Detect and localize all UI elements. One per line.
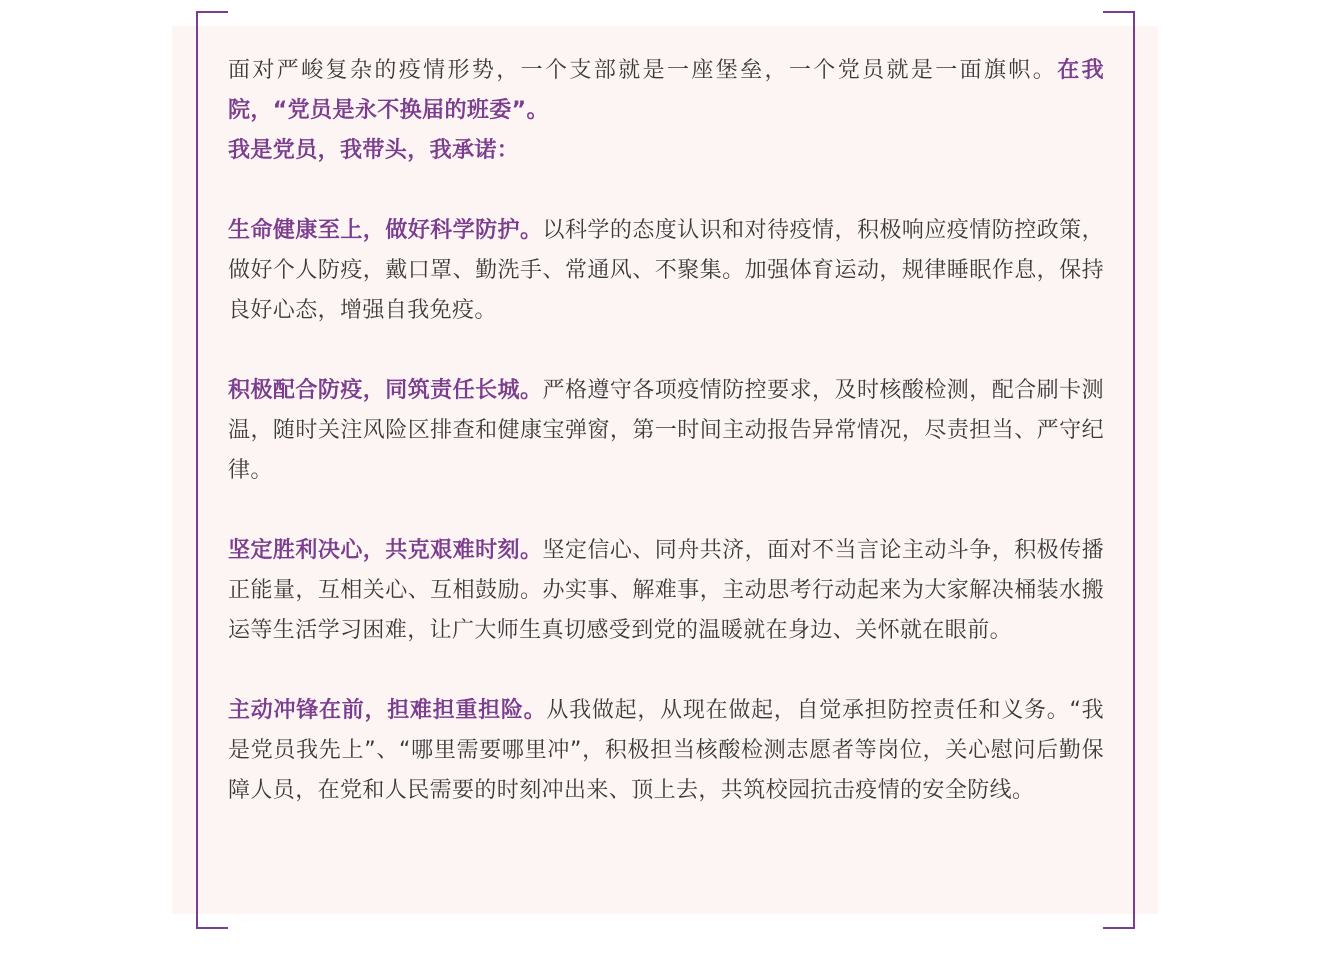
article-body: [228, 51, 1104, 811]
intro-text: 面对严峻复杂的疫情形势，一个支部就是一座堡垒，一个党员就是一面旗帜。: [228, 58, 1058, 83]
spacer: [228, 331, 1104, 371]
section-title: 积极配合防疫，同筑责任长城。: [228, 378, 543, 403]
spacer: [228, 651, 1104, 691]
section-body: 以科学的态度认识和对待疫情，积极响应疫情防控政策，做好个人防疫，戴口罩、勤洗手、常通风、不聚集。加强体育运动，规律睡眠作息，保持良好心态，增强自我免疫。: [228, 218, 1104, 323]
frame-top-left-horizontal: [196, 11, 228, 13]
section-paragraph: [228, 531, 1104, 651]
section-title: 生命健康至上，做好科学防护。: [228, 218, 543, 243]
frame-right-vertical: [1133, 11, 1135, 929]
section-body: 从我做起，从现在做起，自觉承担防控责任和义务。“我是党员我先上”、“哪里需要哪里冲”，积极担当核酸检测志愿者等岗位，关心慰问后勤保障人员，在党和人民需要的时刻冲出来、顶上去，共筑校园抗击疫情的安全防线。: [228, 698, 1104, 803]
section-paragraph: [228, 371, 1104, 491]
section-body: 严格遵守各项疫情防控要求，及时核酸检测，配合刷卡测温，随时关注风险区排查和健康宝弹窗，第一时间主动报告异常情况，尽责担当、严守纪律。: [228, 378, 1104, 483]
section-title: 主动冲锋在前，担难担重担险。: [228, 698, 547, 723]
frame-bottom-right-horizontal: [1103, 927, 1135, 929]
spacer: [228, 171, 1104, 211]
section-paragraph: [228, 691, 1104, 811]
frame-top-right-horizontal: [1103, 11, 1135, 13]
pledge-heading: 我是党员，我带头，我承诺：: [228, 138, 520, 163]
frame-bottom-left-horizontal: [196, 927, 228, 929]
spacer: [228, 491, 1104, 531]
intro-highlight: 在我院，“党员是永不换届的班委”。: [228, 58, 1104, 123]
section-paragraph: [228, 211, 1104, 331]
frame-left-vertical: [196, 11, 198, 929]
section-body: 坚定信心、同舟共济，面对不当言论主动斗争，积极传播正能量，互相关心、互相鼓励。办实事、解难事，主动思考行动起来为大家解决桶装水搬运等生活学习困难，让广大师生真切感受到党的温暖就在身边、关怀就在眼前。: [228, 538, 1104, 643]
intro-paragraph: [228, 51, 1104, 131]
section-title: 坚定胜利决心，共克艰难时刻。: [228, 538, 543, 563]
